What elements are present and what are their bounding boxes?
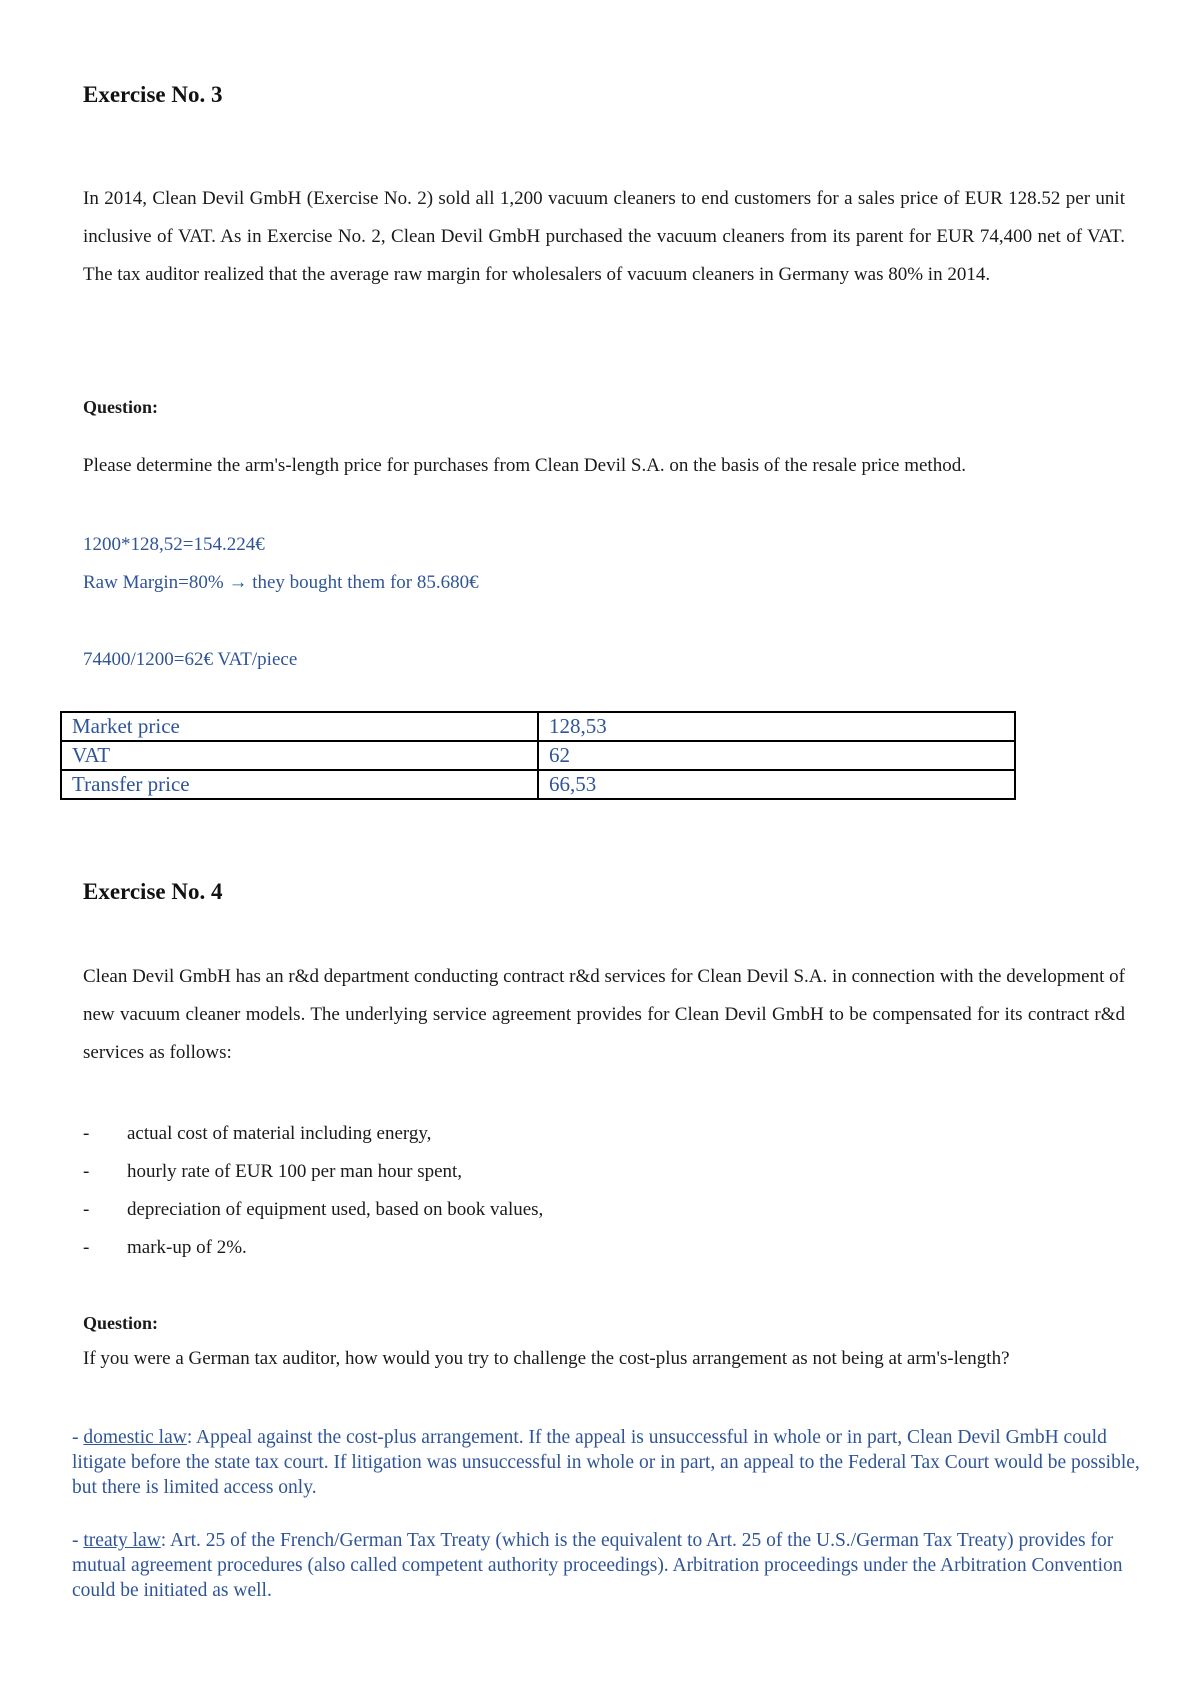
table-cell-value: 66,53: [538, 770, 1015, 799]
list-item-text: hourly rate of EUR 100 per man hour spent,: [127, 1161, 463, 1182]
bullet-marker: -: [83, 1161, 90, 1182]
table-cell-label: Market price: [61, 712, 538, 741]
calc-line-1: 1200*128,52=154.224€: [83, 534, 265, 555]
answer-domestic-law: [72, 1425, 1142, 1500]
bullet-marker: -: [83, 1199, 90, 1220]
list-item-text: mark-up of 2%.: [127, 1237, 247, 1258]
answer-prefix: -: [72, 1530, 84, 1551]
exercise-4-question: If you were a German tax auditor, how would you try to challenge the cost-plus arrangement as not being at arm's-length?: [83, 1348, 1010, 1369]
exercise-3-title: Exercise No. 3: [83, 82, 223, 107]
table-cell-label: VAT: [61, 741, 538, 770]
answer-treaty-law: [72, 1528, 1142, 1603]
list-item: [83, 1115, 431, 1153]
calc-line-2-start: Raw Margin=80%: [83, 572, 229, 593]
exercise-4-title: Exercise No. 4: [83, 879, 223, 904]
list-item-text: actual cost of material including energy,: [127, 1123, 432, 1144]
answer-term: domestic law: [83, 1427, 187, 1448]
table-row: [61, 712, 1015, 741]
arrow-icon: →: [228, 572, 248, 593]
exercise-3-question-label: Question:: [83, 397, 159, 417]
answer-text: : Art. 25 of the French/German Tax Treaty (which is the equivalent to Art. 25 of the U.S./German Tax Treaty) provides for mutual agreement procedures (also called competent authority proceedings). Arbitration proceedings under the Arbitration Convention could be initiated as well.: [72, 1530, 1123, 1601]
list-item: [83, 1191, 543, 1229]
table-row: [61, 770, 1015, 799]
list-item: [83, 1153, 462, 1191]
transfer-price-table: [60, 711, 1016, 800]
bullet-marker: -: [83, 1123, 90, 1144]
list-item-text: depreciation of equipment used, based on book values,: [127, 1199, 544, 1220]
exercise-3-question: Please determine the arm's-length price for purchases from Clean Devil S.A. on the basis of the resale price method.: [83, 455, 966, 476]
answer-term: treaty law: [83, 1530, 161, 1551]
bullet-marker: -: [83, 1237, 90, 1258]
table-cell-label: Transfer price: [61, 770, 538, 799]
table-cell-value: 62: [538, 741, 1015, 770]
answer-text: : Appeal against the cost-plus arrangement. If the appeal is unsuccessful in whole or in part, Clean Devil GmbH could litigate before the state tax court. If litigation was unsuccessful in whole or in part, an appeal to the Federal Tax Court would be possible, but there is limited access only.: [72, 1427, 1140, 1498]
calc-line-2: [83, 564, 479, 602]
exercise-3-body: In 2014, Clean Devil GmbH (Exercise No. 2) sold all 1,200 vacuum cleaners to end customers for a sales price of EUR 128.52 per unit inclusive of VAT. As in Exercise No. 2, Clean Devil GmbH purchased the vacuum cleaners from its parent for EUR 74,400 net of VAT. The tax auditor realized that the average raw margin for wholesalers of vacuum cleaners in Germany was 80% in 2014.: [83, 188, 1125, 285]
list-item: [83, 1229, 247, 1267]
exercise-4-question-label: Question:: [83, 1313, 159, 1333]
exercise-4-body: Clean Devil GmbH has an r&d department conducting contract r&d services for Clean Devil S.A. in connection with the development of new vacuum cleaner models. The underlying service agreement provides for Clean Devil GmbH to be compensated for its contract r&d services as follows:: [83, 966, 1125, 1063]
table-row: [61, 741, 1015, 770]
calc-line-2-end: they bought them for 85.680€: [247, 572, 479, 593]
answer-prefix: -: [72, 1427, 84, 1448]
table-cell-value: 128,53: [538, 712, 1015, 741]
calc-line-3: 74400/1200=62€ VAT/piece: [83, 649, 298, 670]
